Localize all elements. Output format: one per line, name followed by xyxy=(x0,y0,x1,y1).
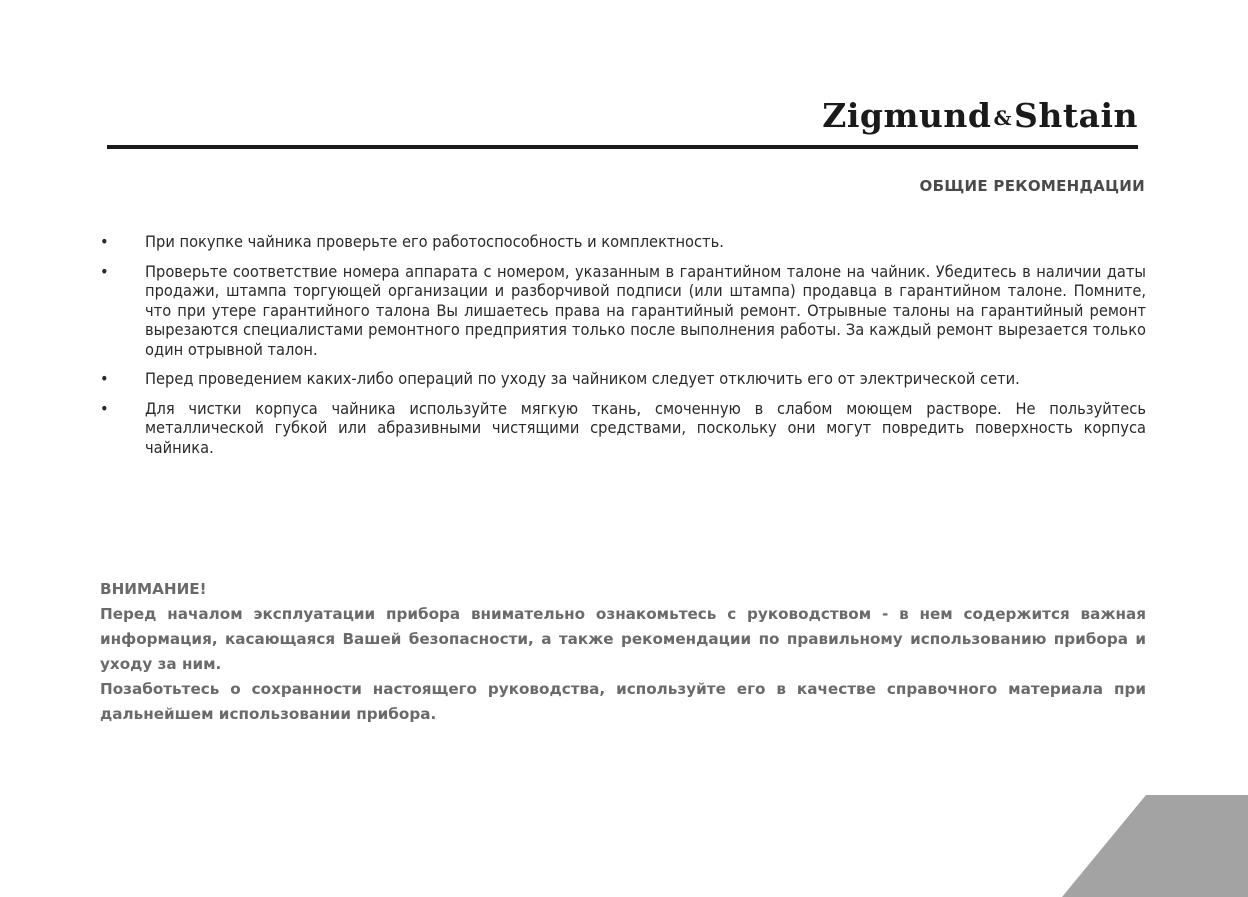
list-item xyxy=(100,369,1146,389)
warning-paragraph: Перед началом эксплуатации прибора внимательно ознакомьтесь с руководством - в нем содержится важная информация, касающаяся Вашей безопасности, а также рекомендации по правильному использованию прибора и уходу за ним. xyxy=(100,605,1146,673)
brand-ampersand: & xyxy=(993,106,1013,130)
bullet-icon: • xyxy=(100,261,109,281)
header-rule xyxy=(107,145,1138,149)
bullet-icon: • xyxy=(100,232,109,251)
section-title: ОБЩИЕ РЕКОМЕНДАЦИИ xyxy=(919,177,1145,195)
bullet-icon: • xyxy=(100,398,109,418)
list-item-text: Проверьте соответствие номера аппарата с номером, указанным в гарантийном талоне на чайник. Убедитесь в наличии даты продажи, штампа торгующей организации и разборчивой подписи (или штампа) продавца в гарантийном талоне. Помните, что при утере гарантийного талона Вы лишаетесь права на гарантийный ремонт. Отрывные талоны на гарантийный ремонт вырезаются специалистами ремонтного предприятия только после выполнения работы. За каждый ремонт вырезается только один отрывной талон. xyxy=(145,261,1146,359)
list-item-text: Перед проведением каких-либо операций по уходу за чайником следует отключить его от электрической сети. xyxy=(145,369,1020,388)
list-item-text: При покупке чайника проверьте его работоспособность и комплектность. xyxy=(145,232,724,251)
bullet-icon: • xyxy=(100,369,109,388)
list-item xyxy=(100,262,1146,360)
list-item xyxy=(100,399,1146,458)
recommendations-list xyxy=(100,232,1146,467)
list-item xyxy=(100,232,1146,252)
list-item-text: Для чистки корпуса чайника используйте мягкую ткань, смоченную в слабом моющем растворе. Не пользуйтесь металлической губкой или абразивными чистящими средствами, поскольку они могут повредить поверхность корпуса чайника. xyxy=(145,398,1146,457)
brand-name-part1: Zigmund xyxy=(822,96,992,135)
brand-logo xyxy=(822,96,1138,135)
corner-triangle xyxy=(1062,795,1248,897)
corner-decoration xyxy=(1062,795,1248,897)
warning-paragraph: Позаботьтесь о сохранности настоящего руководства, используйте его в качестве справочного материала при дальнейшем использовании прибора. xyxy=(100,680,1146,723)
warning-heading: ВНИМАНИЕ! xyxy=(100,580,207,598)
warning-block xyxy=(100,577,1146,727)
brand-name-part2: Shtain xyxy=(1014,96,1138,135)
